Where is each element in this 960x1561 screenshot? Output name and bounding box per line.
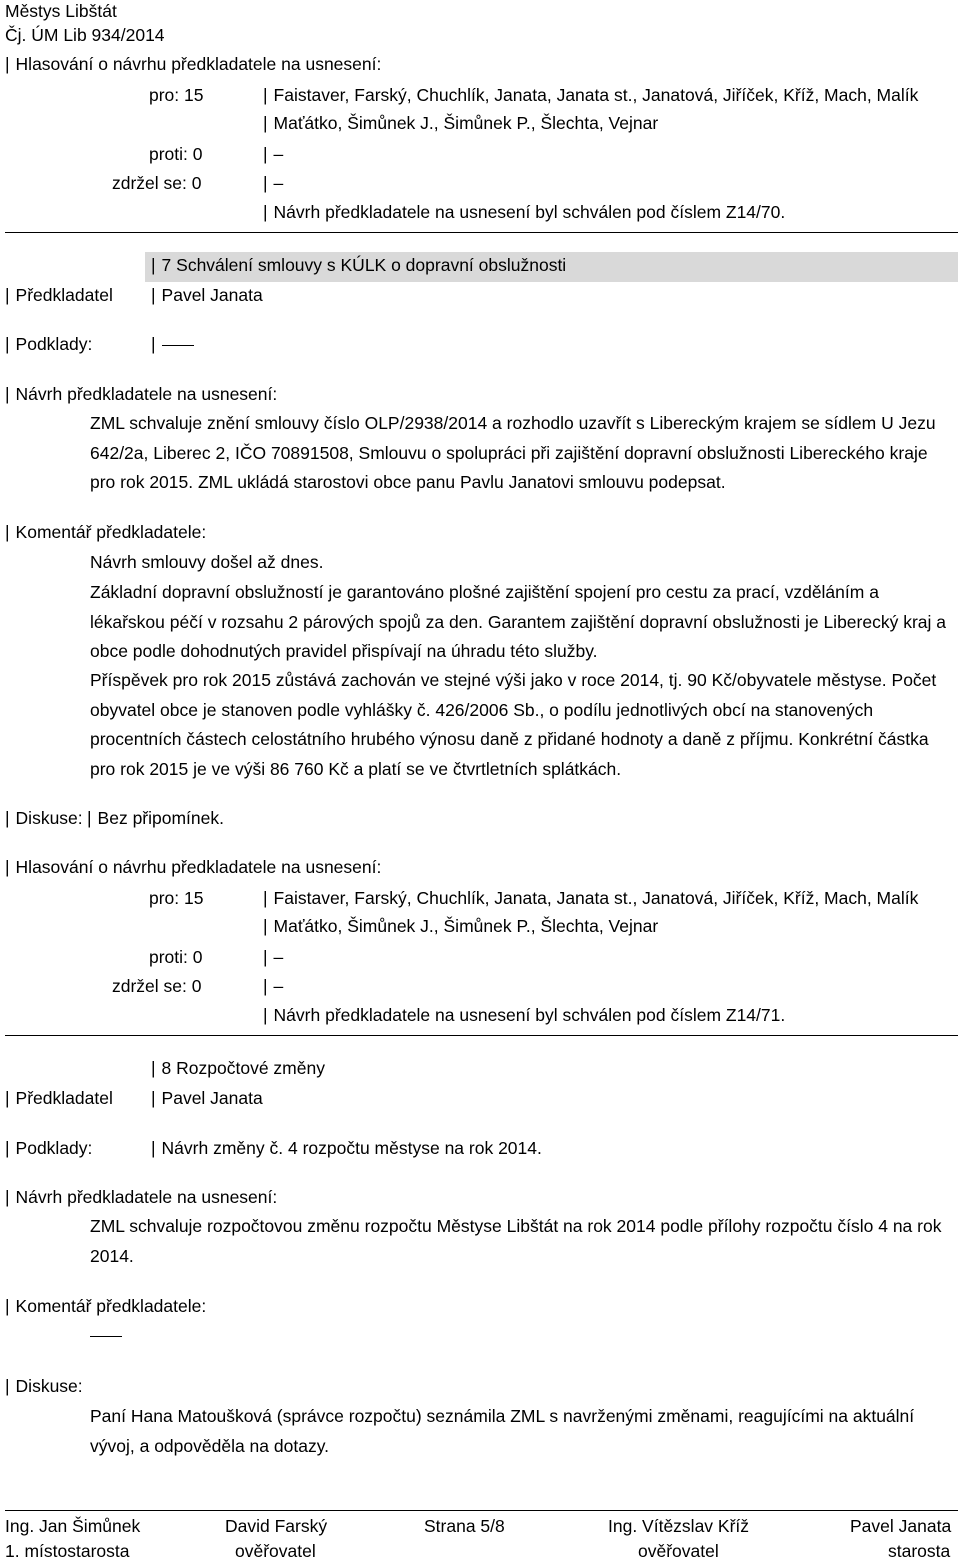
item7-komentar-para2: Příspěvek pro rok 2015 zůstává zachován ve stejné výši jako v roce 2014, tj. 90 Kč/obyvatele městyse. Počet obyvatel obce je stanoven podle vyhlášky č. 426/2006 Sb., o podílu jednotlivých obcí na stanovených procentních částech celostátního hrubého výnosu daně z přidané hodnoty a daně z příjmu. Konkrétní částka pro rok 2015 je ve výši 86 760 Kč a platí se ve čtvrtletních splátkách. [90,670,937,779]
vote-result: | Návrh předkladatele na usnesení byl schválen pod číslem Z14/70. [263,204,785,222]
footer-rule [5,1510,958,1511]
item8-predkladatel-label: | Předkladatel [5,1090,113,1108]
vote-title: | Hlasování o návrhu předkladatele na usnesení: [5,859,381,877]
item7-diskuse: | Bez připomínek. [87,810,224,828]
vote-proti-value: | – [263,949,283,967]
vote-proti-label: proti: 0 [149,947,203,967]
item8-navrh-label: | Návrh předkladatele na usnesení: [5,1189,277,1207]
item7-predkladatel: | Pavel Janata [151,287,263,305]
footer-signer2-name: David Farský [225,1516,328,1536]
section-rule [5,1035,958,1036]
vote-pro-names-cont: | Maťátko, Šimůnek J., Šimůnek P., Šlechta, Vejnar [263,918,658,936]
item7-komentar-label: | Komentář předkladatele: [5,524,206,542]
section-rule [5,232,958,233]
item7-podklady-label: | Podklady: [5,336,92,354]
item7-komentar-line1: Návrh smlouvy došel až dnes. [90,552,324,572]
footer-signer2-role: ověřovatel [235,1541,316,1561]
item7-diskuse-label: | Diskuse: [5,810,83,828]
item8-podklady: | Návrh změny č. 4 rozpočtu městyse na rok 2014. [151,1140,542,1158]
vote-pro-names-cont: | Maťátko, Šimůnek J., Šimůnek P., Šlechta, Vejnar [263,115,658,133]
item7-navrh-label: | Návrh předkladatele na usnesení: [5,386,277,404]
item7-navrh-text: ZML schvaluje znění smlouvy číslo OLP/2938/2014 a rozhodlo uzavřít s Libereckým krajem se sídlem U Jezu 642/2a, Liberec 2, IČO 70891508, Smlouvu o spolupráci při zajištění dopravní obslužnosti Libereckého kraje pro rok 2015. ZML ukládá starostovi obce panu Pavlu Janatovi smlouvu podepsat. [90,413,936,492]
footer-signer3-role: ověřovatel [638,1541,719,1561]
item7-podklady-empty [151,336,194,354]
vote-pro-label: pro: 15 [149,888,204,908]
municipality-name: Městys Libštát [5,1,117,21]
item7-title: | 7 Schválení smlouvy s KÚLK o dopravní obslužnosti [151,257,566,275]
item8-navrh-text: ZML schvaluje rozpočtovou změnu rozpočtu Městyse Libštát na rok 2014 podle přílohy rozpočtu číslo 4 na rok 2014. [90,1216,942,1266]
vote-pro-names: | Faistaver, Farský, Chuchlík, Janata, Janata st., Janatová, Jiříček, Kříž, Mach, Malík [263,890,918,908]
vote-result: | Návrh předkladatele na usnesení byl schválen pod číslem Z14/71. [263,1007,785,1025]
vote-zdrzel-value: | – [263,978,283,996]
vote-title: | Hlasování o návrhu předkladatele na usnesení: [5,56,381,74]
document-ref: Čj. ÚM Lib 934/2014 [5,25,165,45]
footer-signer3-name: Ing. Vítězslav Kříž [608,1516,750,1536]
vote-pro-names: | Faistaver, Farský, Chuchlík, Janata, Janata st., Janatová, Jiříček, Kříž, Mach, Malík [263,87,918,105]
footer-signer1-role: 1. místostarosta [5,1541,130,1561]
vote-pro-label: pro: 15 [149,85,204,105]
item8-podklady-label: | Podklady: [5,1140,92,1158]
item8-predkladatel: | Pavel Janata [151,1090,263,1108]
vote-zdrzel-label: zdržel se: 0 [112,976,202,996]
item8-diskuse-label: | Diskuse: [5,1378,83,1396]
vote-proti-label: proti: 0 [149,144,203,164]
item7-komentar-para1: Základní dopravní obslužností je garantováno plošné zajištění spojení pro cestu za prací, vzděláním a lékařskou péčí v rozsahu 2 párových spojů za den. Garantem zajištění dopravní obslužnosti je Liberecký kraj a obce podle dohodnutých pravidel přispívají na úhradu této služby. [90,582,947,661]
vote-zdrzel-value: | – [263,175,283,193]
item8-komentar-empty [90,1327,122,1345]
item8-title: | 8 Rozpočtové změny [151,1060,325,1078]
vote-proti-value: | – [263,146,283,164]
footer-signer4-name: Pavel Janata [850,1516,952,1536]
item7-predkladatel-label: | Předkladatel [5,287,113,305]
footer-signer1-name: Ing. Jan Šimůnek [5,1516,141,1536]
item8-komentar-label: | Komentář předkladatele: [5,1298,206,1316]
item8-diskuse-text: Paní Hana Matoušková (správce rozpočtu) seznámila ZML s navrženými změnami, reagujícími na aktuální vývoj, a odpověděla na dotazy. [90,1406,915,1456]
footer-signer4-role: starosta [888,1541,951,1561]
vote-zdrzel-label: zdržel se: 0 [112,173,202,193]
footer-page-number: Strana 5/8 [424,1516,505,1536]
